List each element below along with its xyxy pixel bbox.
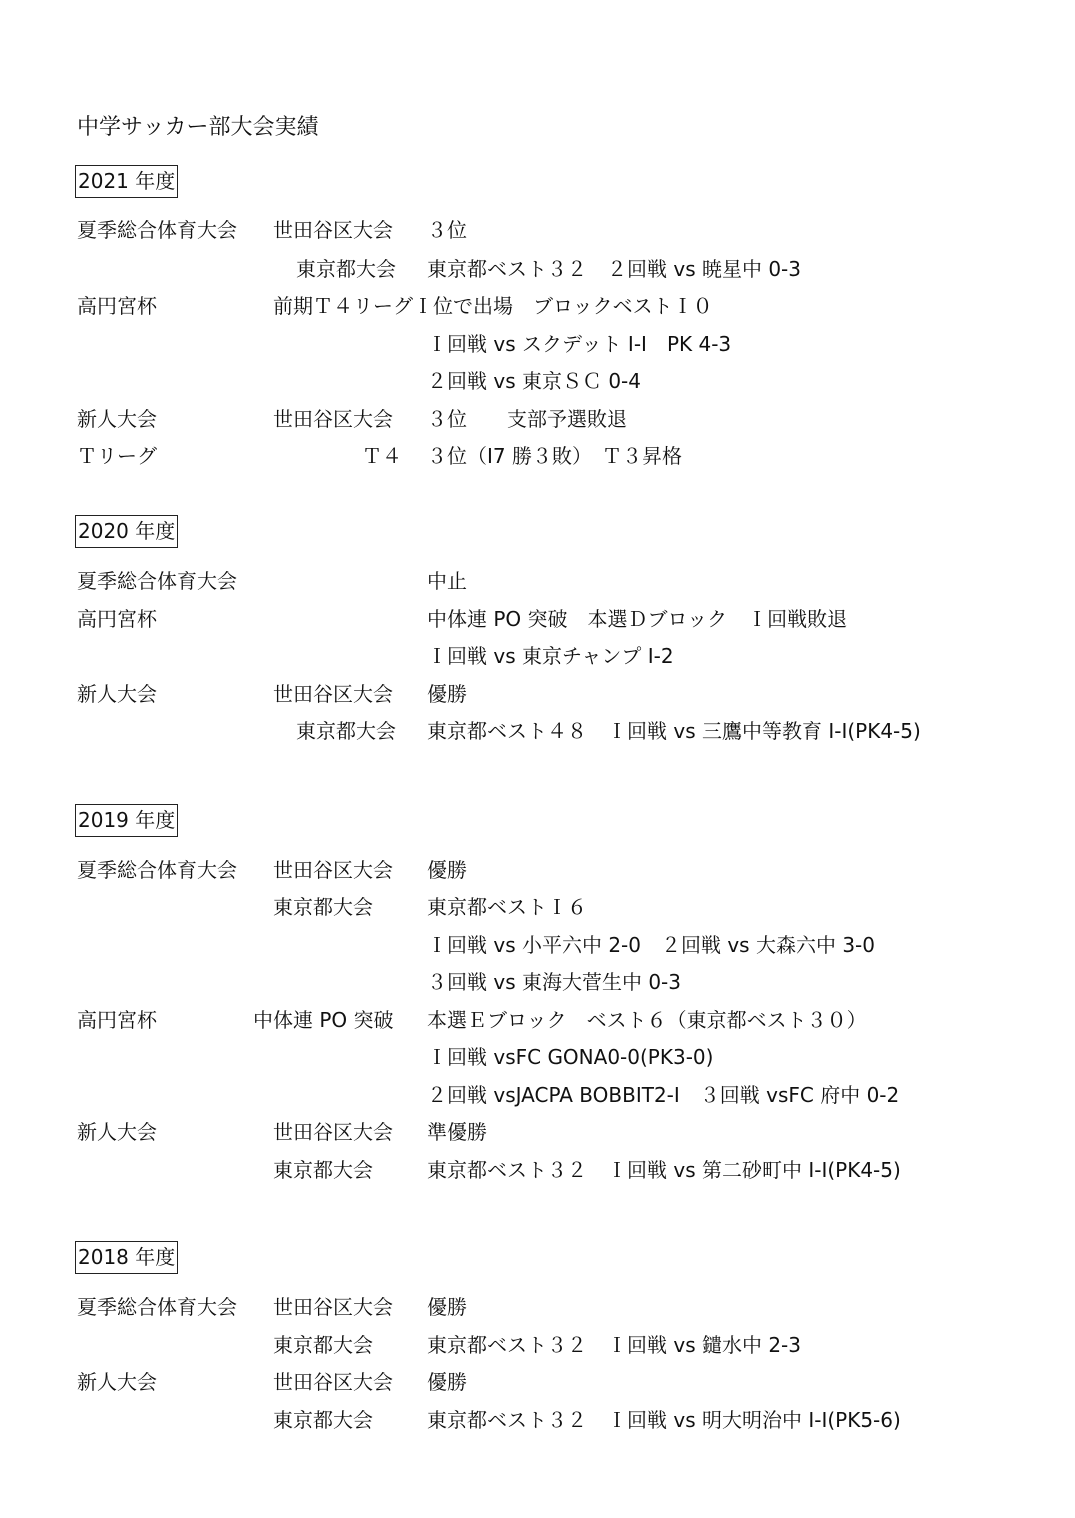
- result-row: [0, 404, 1075, 434]
- tournament-name: 夏季総合体育大会: [77, 218, 237, 242]
- tournament-result: ３回戦 vs 東海大菅生中 0-3: [427, 970, 681, 994]
- year-heading-2019: 2019 年度: [75, 804, 178, 837]
- tournament-result: 優勝: [427, 1370, 467, 1394]
- tournament-stage: 東京都大会: [296, 719, 396, 743]
- tournament-result: 東京都ベスト３２ ２回戦 vs 暁星中 0-3: [427, 257, 801, 281]
- tournament-name: 夏季総合体育大会: [77, 858, 237, 882]
- tournament-result: ３位: [427, 218, 467, 242]
- tournament-result: 東京都ベスト３２ Ｉ回戦 vs 明大明治中 I-I(PK5-6): [427, 1408, 901, 1432]
- result-row: [0, 1292, 1075, 1322]
- page-title: 中学サッカー部大会実績: [77, 115, 319, 140]
- result-row: [0, 1005, 1075, 1035]
- result-row: [0, 967, 1075, 997]
- tournament-name: 高円宮杯: [77, 294, 157, 318]
- tournament-result: Ｉ回戦 vsFC GONA0-0(PK3-0): [427, 1045, 714, 1069]
- result-row: [0, 566, 1075, 596]
- result-row: [0, 1117, 1075, 1147]
- tournament-name: 高円宮杯: [77, 607, 157, 631]
- tournament-result: 中体連 PO 突破 本選Ｄブロック Ｉ回戦敗退: [427, 607, 848, 631]
- tournament-name: 夏季総合体育大会: [77, 1295, 237, 1319]
- tournament-stage: 世田谷区大会: [273, 858, 393, 882]
- tournament-stage: 東京都大会: [296, 257, 396, 281]
- tournament-result: 東京都ベスト３２ Ｉ回戦 vs 第二砂町中 I-I(PK4-5): [427, 1158, 901, 1182]
- tournament-result: 本選Ｅブロック ベスト６（東京都ベスト３０）: [427, 1008, 867, 1032]
- tournament-stage: 世田谷区大会: [273, 218, 393, 242]
- result-row: [0, 1042, 1075, 1072]
- result-row: [0, 329, 1075, 359]
- tournament-stage: 世田谷区大会: [273, 682, 393, 706]
- year-heading-2020: 2020 年度: [75, 515, 178, 548]
- tournament-name: 新人大会: [77, 1120, 157, 1144]
- tournament-stage: 世田谷区大会: [273, 1370, 393, 1394]
- result-row: [0, 892, 1075, 922]
- tournament-result: 優勝: [427, 682, 467, 706]
- tournament-name: 高円宮杯: [77, 1008, 157, 1032]
- result-row: [0, 855, 1075, 885]
- result-row: [0, 1080, 1075, 1110]
- result-row: [0, 1367, 1075, 1397]
- tournament-stage: 世田谷区大会: [273, 407, 393, 431]
- tournament-result: 東京都ベスト４８ Ｉ回戦 vs 三鷹中等教育 I-I(PK4-5): [427, 719, 921, 743]
- tournament-result: ３位（I7 勝３敗） Ｔ３昇格: [427, 444, 682, 468]
- tournament-name: 新人大会: [77, 682, 157, 706]
- result-row: [0, 679, 1075, 709]
- tournament-stage: 世田谷区大会: [273, 1120, 393, 1144]
- tournament-stage: 東京都大会: [273, 1408, 373, 1432]
- result-row: [0, 254, 1075, 284]
- result-row: [0, 641, 1075, 671]
- tournament-stage: 東京都大会: [273, 1158, 373, 1182]
- result-row: [0, 930, 1075, 960]
- tournament-stage: 世田谷区大会: [273, 1295, 393, 1319]
- tournament-result: 優勝: [427, 1295, 467, 1319]
- tournament-result: 東京都ベストＩ６: [427, 895, 587, 919]
- tournament-name: Ｔリーグ: [77, 444, 157, 468]
- year-heading-2018: 2018 年度: [75, 1241, 178, 1274]
- tournament-result: 東京都ベスト３２ Ｉ回戦 vs 鑓水中 2-3: [427, 1333, 801, 1357]
- tournament-stage: 東京都大会: [273, 895, 373, 919]
- tournament-result: ３位 支部予選敗退: [427, 407, 627, 431]
- tournament-result: Ｉ回戦 vs 小平六中 2-0 ２回戦 vs 大森六中 3-0: [427, 933, 875, 957]
- result-row: [0, 1405, 1075, 1435]
- result-row: [0, 215, 1075, 245]
- tournament-result: Ｉ回戦 vs スクデット I-I PK 4-3: [427, 332, 732, 356]
- result-row: [0, 716, 1075, 746]
- tournament-result: 優勝: [427, 858, 467, 882]
- result-row: [0, 291, 1075, 321]
- tournament-result: ２回戦 vsJACPA BOBBIT2-I ３回戦 vsFC 府中 0-2: [427, 1083, 900, 1107]
- result-row: [0, 1330, 1075, 1360]
- tournament-stage: Ｔ４: [362, 444, 402, 468]
- result-row: [0, 441, 1075, 471]
- tournament-result: ２回戦 vs 東京ＳＣ 0-4: [427, 369, 641, 393]
- tournament-name: 新人大会: [77, 1370, 157, 1394]
- tournament-stage: 中体連 PO 突破: [253, 1008, 394, 1032]
- year-heading-2021: 2021 年度: [75, 165, 178, 198]
- tournament-name: 夏季総合体育大会: [77, 569, 237, 593]
- result-row: [0, 366, 1075, 396]
- tournament-stage: 前期Ｔ４リーグＩ位で出場 ブロックベストＩ０: [273, 294, 713, 318]
- result-row: [0, 1155, 1075, 1185]
- result-row: [0, 604, 1075, 634]
- tournament-stage: 東京都大会: [273, 1333, 373, 1357]
- tournament-result: 中止: [427, 569, 467, 593]
- tournament-result: Ｉ回戦 vs 東京チャンプ I-2: [427, 644, 674, 668]
- tournament-result: 準優勝: [427, 1120, 487, 1144]
- tournament-name: 新人大会: [77, 407, 157, 431]
